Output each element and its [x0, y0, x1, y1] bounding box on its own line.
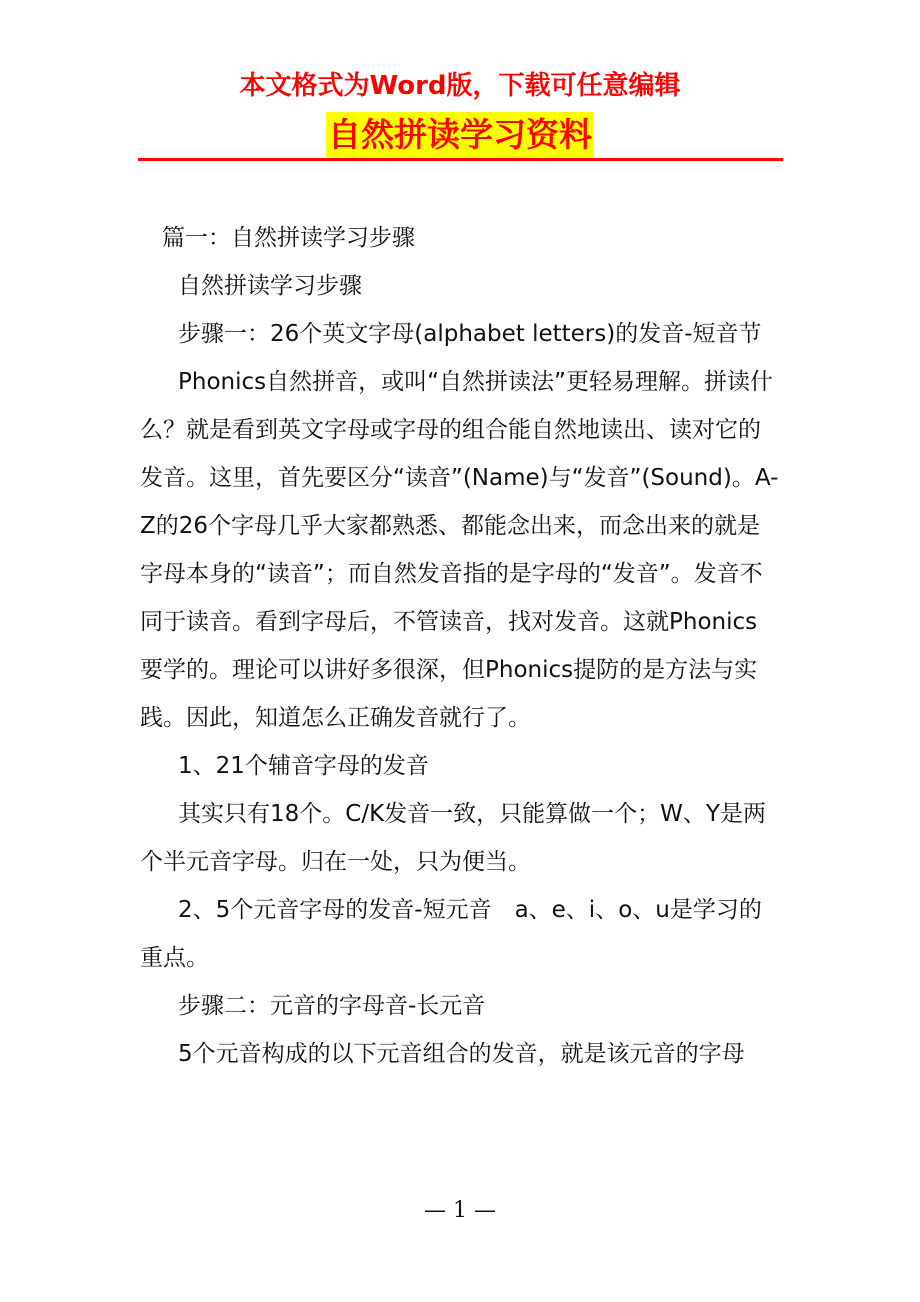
download-banner: 本文格式为Word版，下载可任意编辑 — [239, 71, 681, 101]
step-one-heading: 步骤一：26个英文字母(alphabet letters)的发音-短音节 — [178, 321, 762, 347]
consonant-item: 1、21个辅音字母的发音 — [178, 753, 429, 779]
page-number: — 1 — — [424, 1198, 496, 1223]
subheading: 自然拼读学习步骤 — [178, 273, 362, 299]
document-title: 自然拼读学习资料 — [326, 112, 594, 158]
vowel-combination-paragraph: 5个元音构成的以下元音组合的发音，就是该元音的字母 — [178, 1041, 745, 1067]
title-container — [0, 112, 920, 158]
step-two-heading: 步骤二：元音的字母音-长元音 — [178, 993, 486, 1019]
consonant-paragraph: 其实只有18个。C/K发音一致，只能算做一个；W、Y是两个半元音字母。归在一处，只为便当。 — [140, 801, 766, 875]
vowel-item: 2、5个元音字母的发音-短元音 a、e、i、o、u是学习的重点。 — [140, 897, 762, 971]
phonics-paragraph: Phonics自然拼音，或叫“自然拼读法”更轻易理解。拼读什么？就是看到英文字母或字母的组合能自然地读出、读对它的发音。这里，首先要区分“读音”(Name)与“发音”(Sound)。A-Z的26个字母几乎大家都熟悉、都能念出来，而念出来的就是字母本身的“读音”；而自然发音指的是字母的“发音”。发音不同于读音。看到字母后，不管读音，找对发音。这就Phonics要学的。理论可以讲好多很深，但Phonics提防的是方法与实践。因此，知道怎么正确发音就行了。 — [140, 369, 779, 731]
document-body — [140, 214, 780, 1078]
section-heading: 篇一：自然拼读学习步骤 — [162, 225, 415, 251]
header-divider — [138, 158, 783, 161]
